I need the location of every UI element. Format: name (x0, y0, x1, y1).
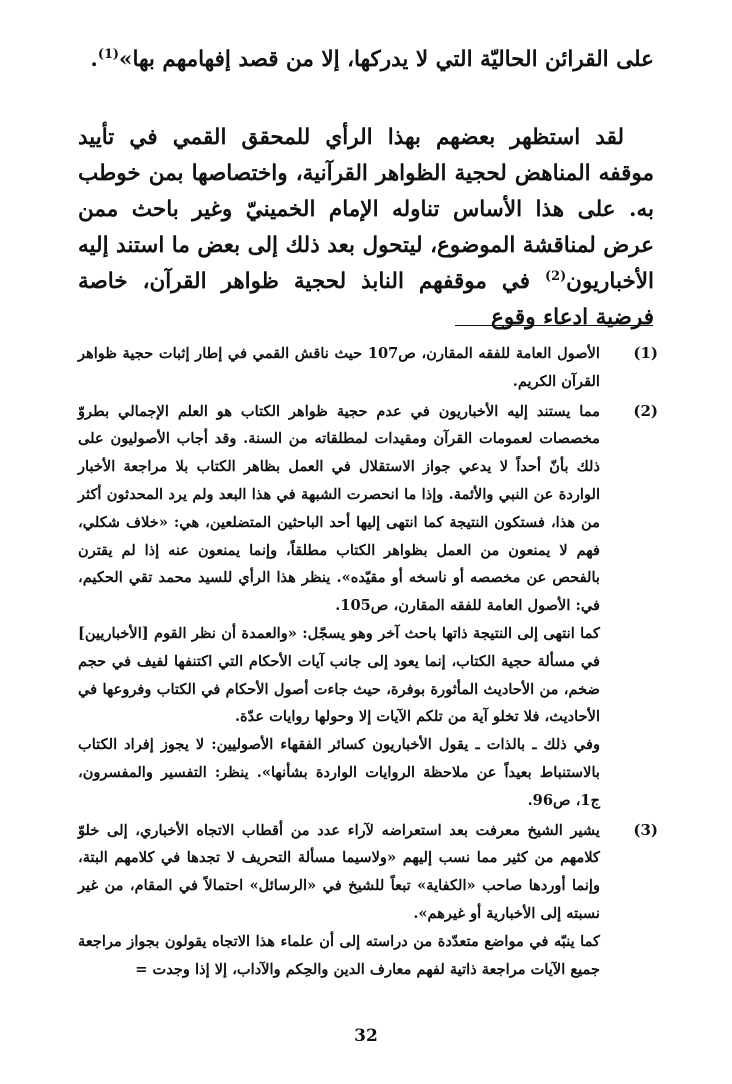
footnote (78, 340, 658, 396)
footnote (78, 817, 658, 984)
main-paragraph-text (78, 120, 654, 336)
main-paragraph (78, 120, 654, 336)
footnote-text: كما انتهى إلى النتيجة ذاتها باحث آخر وهو يسجّل: «والعمدة أن نظر القوم [الأخباريين] في مسألة حجية الكتاب، إنما يعود إلى جانب آيات الأحكام التي اكتنفها لفيف في حجم ضخم، من الأحاديث المأثورة بوفرة، حيث جاءت أصول الأحكام في الكتاب وفروعها في الأحاديث، فلا تخلو آية من تلكم الآيات إلا وحولها روايات عدّة. (78, 624, 600, 726)
page-number: 32 (354, 1026, 378, 1046)
footnote-text: كما ينبّه في مواضع متعدّدة من دراسته إلى أن علماء هذا الاتجاه يقولون بجواز مراجعة جميع الآيات مراجعة ذاتية لفهم معارف الدين والحِكم والآداب، إلا إذا وجدت = (78, 932, 600, 978)
footnote-separator (455, 325, 653, 326)
footnote-text: يشير الشيخ معرفت بعد استعراضه لآراء عدد من أقطاب الاتجاه الأخباري، إلى خلوّ كلامهم من كثير مما نسب إليهم «ولاسيما مسألة التحريف لا تجدها في كلامهم البتة، وإنما أوردها صاحب «الكفاية» تبعاً للشيخ في «الرسائل» احتمالاً في المقام، من غير نسبته إلى الأخبارية أو غيرهم». (78, 821, 600, 922)
paragraph-part-1: لقد استظهر بعضهم بهذا الرأي للمحقق القمي في تأييد موقفه المناهض لحجية الظواهر القرآنية، واختصاصها بمن خوطب به. على هذا الأساس تناوله الإمام الخمينيّ وغير باحث ممن عرض لمناقشة الموضوع، ليتحول بعد ذلك إلى بعض ما استند إليه الأخباريون (78, 125, 654, 294)
footnote-number: (2) (633, 401, 658, 420)
footnote-number: (1) (633, 344, 658, 362)
footnote-text: وفي ذلك ـ بالذات ـ يقول الأخباريون كسائر الفقهاء الأصوليين: لا يجوز إفراد الكتاب بالاستنباط بعيداً عن ملاحظة الروايات الواردة بشأنها». ينظر: التفسير والمفسرون، ج1، ص96. (78, 736, 600, 809)
footnote-number: (3) (633, 820, 658, 839)
footnotes (78, 340, 658, 985)
continuation-end: . (90, 47, 98, 72)
footnote (78, 398, 658, 815)
footnote-text: مما يستند إليه الأخباريون في عدم حجية ظواهر الكتاب هو العلم الإجمالي بطروّ مخصصات لعمومات القرآن ومقيدات لمطلقاته من السنة. وقد أجاب الأصوليون على ذلك بأنّ أحداً لا يدعي جواز الاستقلال في العمل بظاهر الكتاب بلا مراجعة الأخبار الواردة عن النبي والأئمة. وإذا ما انحصرت الشبهة في هذا البعد ولم يرد المحدثون أكثر من هذا، فستكون النتيجة كما انتهى إليها أحد الباحثين المتضلعين، هي: «خلاف شكلي، فهم لا يمنعون من العمل بظواهر الكتاب مطلقاً، وإنما يمنعون عنه إذا لم يقترن بالفحص عن مخصصه أو ناسخه أو مقيّده». ينظر هذا الرأي للسيد محمد تقي الحكيم، في: الأصول العامة للفقه المقارن، ص105. (78, 402, 600, 615)
main-text-continuation (78, 42, 654, 78)
continuation-line (78, 42, 654, 78)
footnote-ref-2: (2) (544, 268, 567, 284)
paragraph-part-2: في موقفهم النابذ لحجية ظواهر القرآن، خاصة فرضية ادعاء وقوع (78, 269, 654, 330)
footnote-text: الأصول العامة للفقه المقارن، ص107 حيث ناقش القمي في إطار إثبات حجية ظواهر القرآن الكريم. (78, 345, 600, 390)
continuation-text: على القرائن الحاليّة التي لا يدركها، إلا من قصد إفهامهم بها» (119, 47, 654, 72)
footnote-ref-1: (1) (97, 46, 120, 62)
